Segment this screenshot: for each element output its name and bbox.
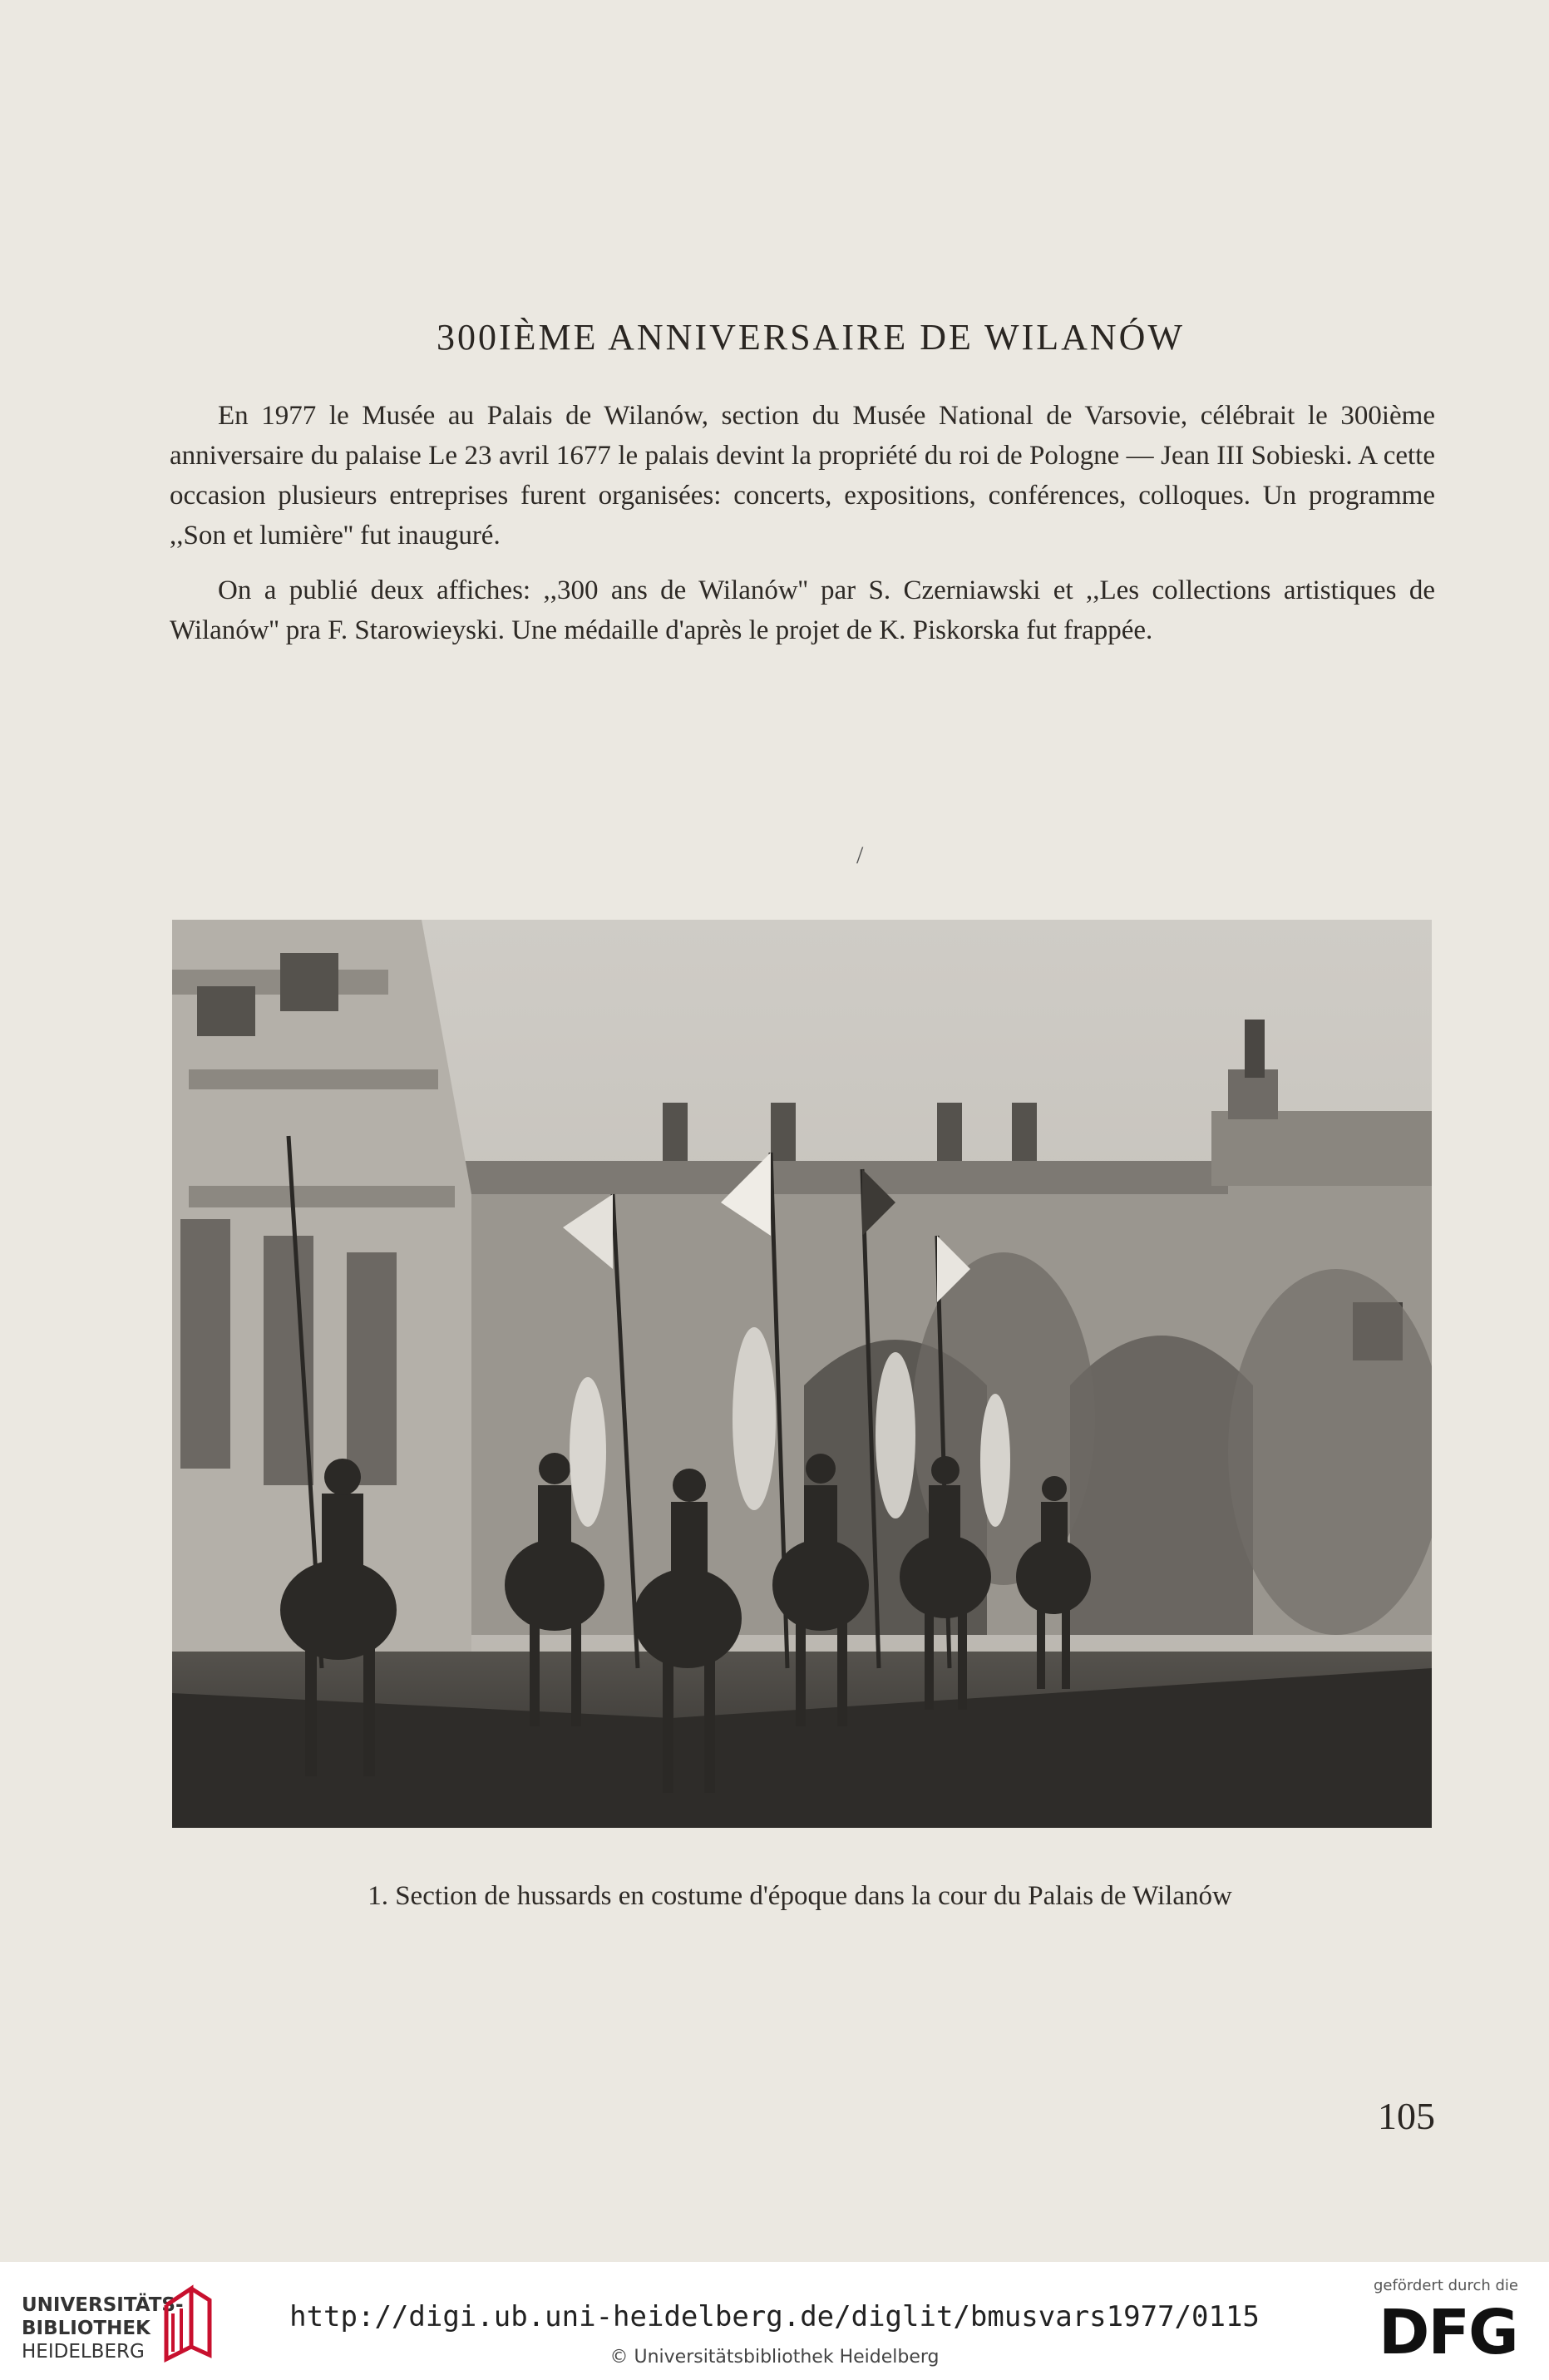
dfg-logo: DFG [1379,2297,1517,2368]
library-name-line-1: UNIVERSITÄTS- [22,2294,184,2316]
stray-mark: / [856,842,864,869]
funded-by-label: gefördert durch die [1374,2277,1518,2294]
library-name-line-2: BIBLIOTHEK [22,2318,150,2339]
figure-caption: 1. Section de hussards en costume d'époque dans la cour du Palais de Wilanów [368,1881,1232,1911]
library-name-line-3: HEIDELBERG [22,2341,145,2363]
paragraph-1: En 1977 le Musée au Palais de Wilanów, section du Musée National de Varsovie, célébrait le 300ième anniversaire du palaise Le 23 avril 1677 le palais devint la propriété du roi de Pologne — Jean III Sobieski. A cette occasion plusieurs entreprises furent organisées: concerts, expositions, conférences, colloques. Un programme ,,Son et lumière'' fut inauguré. [170,401,1435,551]
permalink-url[interactable]: http://digi.ub.uni-heidelberg.de/diglit/bmusvars1977/0115 [289,2300,1260,2333]
page-title: 300IÈME ANNIVERSAIRE DE WILANÓW [437,317,1185,358]
figure-photograph [172,920,1432,1828]
page-number: 105 [1378,2095,1435,2137]
digitization-footer [0,2262,1549,2380]
paragraph-2: On a publié deux affiches: ,,300 ans de Wilanów'' par S. Czerniawski et ,,Les collections artistiques de Wilanów'' pra F. Starowieyski. Une médaille d'après le projet de K. Piskorska fut frappée. [170,575,1435,645]
photo-illustration [172,920,1432,1828]
copyright-notice: © Universitätsbibliothek Heidelberg [609,2347,940,2368]
